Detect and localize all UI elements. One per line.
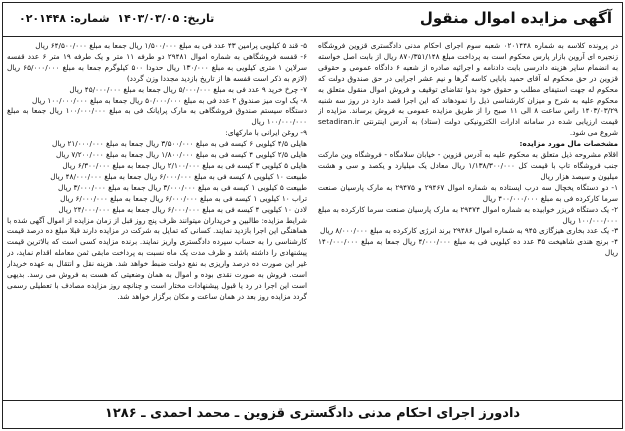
list-item: ۶- قفسه فروشگاهی به شماره اموال ۲۹۴۸۱ دو طرفه ۱۱ متر و یک طرفه ۱۹ متر ۶ عدد قفسه سرلاین ۱ متری کیلویی به مبلغ ۱۳۰/۰۰۰ ریال حدودا ۵۰۰ کیلوگرم جمعا به مبلغ ۶۵/۰۰۰/۰۰۰ ریال (لازم به ذکر است قفسه ها از تاریخ بازدید مجددا وزن گردد) [7,51,307,83]
items-heading: مشخصات مال مورد مزایده: [519,139,618,149]
list-item: هایلی ۴/۵ کیلویی ۶ کیسه فی به مبلغ ۳/۵۰۰/۰۰۰ ریال جمعا به مبلغ ۲۱/۰۰۰/۰۰۰ ریال [52,139,307,149]
notice-meta [15,12,214,25]
date-value: ۱۴۰۳/۰۳/۰۵ [117,12,180,25]
number-label: شماره: [70,12,110,25]
notice-header [3,3,622,37]
list-item: ۷- چرخ خرید ۹ عدد فی به مبلغ ۵/۰۰۰/۰۰۰ ریال جمعا به مبلغ ۴۵/۰۰۰/۰۰۰ ریال [69,84,307,94]
auction-notice [2,2,623,429]
list-item: ۱- دو دستگاه یخچال سه درب ایستاده به شماره اموال ۲۹۴۶۷ و ۲۹۴۷۵ به مارک پارسیان صنعت سرما کارکرده فی به مبلغ ۴۰۰/۰۰۰/۰۰۰ ریال [318,182,618,203]
list-item: طبیعت ۱۰ کیلویی ۸ کیسه فی به مبلغ ۶/۰۰۰/۰۰۰ ریال جمعا به مبلغ ۴۸/۰۰۰/۰۰۰ ریال [50,171,307,181]
intro-paragraph: در پرونده کلاسه به شماره ۰۲۰۱۴۴۸ شعبه سوم اجرای احکام مدنی دادگستری قزوین فروشگاه زنجیره ای آروین بازار پارس محکوم است به پرداخت مبلغ ۸۷۰/۳۵۱/۱۴۸ ریال از بابت اصل خواسته به انضمام سایر هزینه دادرسی بابت دادنامه و اجرائیه صادره از شعبه ۶ دادگاه عمومی و حقوقی قزوین در حق محکوم له آقای حمید بابایی کاسه گرها و نیم عشر اجرایی در حق صندوق دولت که محکوم له جهت استیفای مطلب و حقوق خود بدوا تقاضای توقیف و فروش اموال منقول متعلق به محکوم علیه به شرح و میزان کارشناسی ذیل را نمودهاند که این اجرا قصد دارد در روز سه شنبه ۱۴۰۳/۰۳/۲۹ راس ساعت ۸ الی ۱۱ صبح را از طریق مزایده عمومی به فروش برساند. مزایده از قیمت ارزیابی شده در سامانه ادارات الکترونیکی دولت (ستاد) به آدرس اینترنتی setadiran.ir شروع می شود. [318,41,618,138]
notice-body [7,41,618,399]
list-item: ۸- یک اوت میز صندوق ۲ عدد فی به مبلغ ۵۰/۰۰۰/۰۰۰ ریال جمعا به مبلغ ۱۰۰/۰۰۰/۰۰۰ ریال [32,95,307,105]
right-column [318,41,618,399]
list-item: تراب ۱۰ کیلویی ۱ کیسه فی به مبلغ ۶/۰۰۰/۰۰۰ ریال جمعا به مبلغ ۶/۰۰۰/۰۰۰ ریال [60,193,307,203]
list-item: ۲- یک دستگاه فریزر خوابیده به شماره اموال ۲۹۴۷۴ به مارک پارسیان صنعت سرما کارکرده به مبلغ ۱۰۰/۰۰۰/۰۰۰ ریال [318,204,618,225]
left-column [7,41,307,399]
auction-terms: شرایط مزایده: طالبین و خریداران میتوانند ظرف پنج روز قبل از زمان مزایده از اموال آگهی شده با هماهنگی این اجرا بازدید نمایند. کسانی که تمایل به شرکت در مزایده دارند قبلا مبلغ ده درصد قیمت کارشناسی را به حساب سپرده دادگستری واریز نمایند. برنده مزایده کسی است که بالاترین قیمت پیشنهادی را داشته باشد و ظرف مدت یک ماه نسبت به پرداخت مابقی ثمن معامله اقدام نماید، در غیر این صورت ده درصد واریزی به نفع دولت ضبط خواهد شد. هزینه نقل و انتقال به عهده خریدار است. فروش به صورت نقدی بوده و اموال به همان وضعیتی که هست به فروش می رسد. بدیهی است این اجرا در رد یا قبول پیشنهادات مختار است و چنانچه روز مزایده مصادف با تعطیلی رسمی گردد مزایده روز بعد در همان ساعت و مکان برگزار خواهد شد. [7,215,307,301]
date-label: تاریخ: [183,12,215,25]
list-item: ۳- یک عدد بخاری هیزگازی ۹۴۵ به شماره اموال ۲۹۴۸۶ برند انرژی کارکرده به مبلغ ۸/۰۰۰/۰۰۰ ریال [320,226,618,236]
list-item: طبیعت ۵ کیلویی ۱ کیسه فی به مبلغ ۳/۰۰۰/۰۰۰ ریال جمعا به مبلغ ۳/۰۰۰/۰۰۰ ریال [58,182,307,192]
list-item: هایلی ۲/۵ کیلویی ۴ کیسه فی به مبلغ ۱/۸۰۰/۰۰۰ ریال جمعا به مبلغ ۷/۲۰۰/۰۰۰ ریال [55,150,307,160]
items-summary: اقلام مشروحه ذیل متعلق به محکوم علیه به آدرس قزوین - خیابان سلامگاه - فروشگاه وین مارکت جنب فروشگاه تاپ با قیمت کل ۱/۱۳۸/۳۰۰/۰۰۰ ریال معادل یک میلیارد و یکصد و سی و هشت میلیون و سیصد هزار ریال [318,150,618,181]
list-item: ۴- برنج هندی شاهیخت ۳۵ عدد ده کیلویی فی به مبلغ ۴/۰۰۰/۰۰۰ ریال جمعا به مبلغ ۱۴۰/۰۰۰/۰۰۰ ریال [318,237,618,258]
list-item: لادن ۱۰ کیلویی ۴ کیسه فی به مبلغ ۶/۰۰۰/۰۰۰ ریال جمعا به مبلغ ۲۴/۰۰۰/۰۰۰ ریال [58,204,307,214]
list-item: دستگاه سیستم صندوق فروشگاهی به مارک پرایانک فی به مبلغ ۱۰۰/۰۰۰/۰۰۰ ریال جمعا به مبلغ ۱۰۰/۰۰۰/۰۰۰ ریال [7,106,307,127]
list-item: ۹- روغن ایرانی با مارکهای: [225,128,307,138]
number-value: ۰۲۰۱۴۴۸ [19,12,66,25]
list-item: ۵- قند ۵ کیلویی پرامین ۴۳ عدد فی به مبلغ ۱/۵۰۰/۰۰۰ ریال جمعا به مبلغ ۶۴/۵۰۰/۰۰۰ ریال [35,41,307,50]
list-item: هایلی ۵ کیلویی ۳ کیسه فی به مبلغ ۲/۱۰۰/۰۰۰ ریال جمعا به مبلغ ۶/۳۰۰/۰۰۰ ریال [62,160,307,170]
notice-footer [3,400,622,428]
signature-line: دادورز اجرای احکام مدنی دادگستری قزوین ـ محمد احمدی ـ ۱۲۸۶ [104,406,521,421]
notice-title: آگهی مزایده اموال منقول [419,9,612,27]
